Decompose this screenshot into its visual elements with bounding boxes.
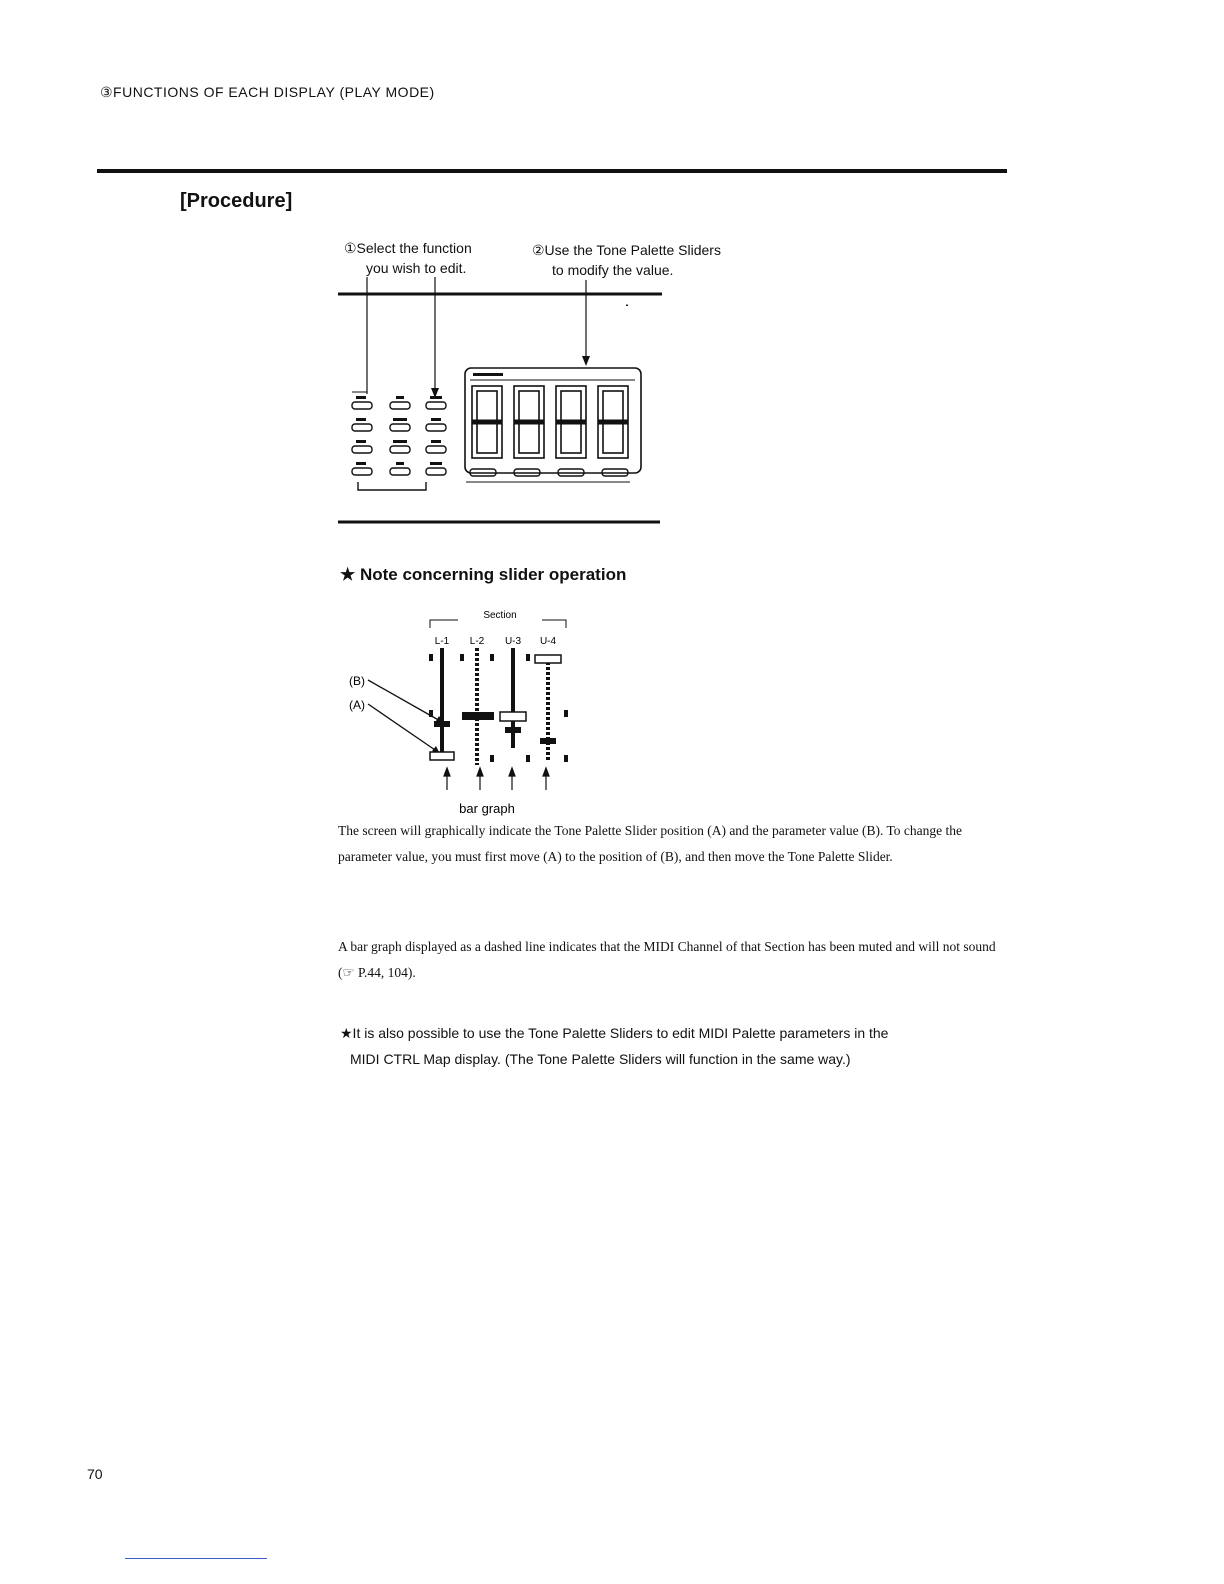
section-label: Section [483,610,517,621]
section-select-buttons [466,469,630,482]
procedure-title: [Procedure] [180,190,293,212]
bar-graph-arrows [444,768,549,790]
function-buttons [352,402,446,490]
additional-note-line-1: ★It is also possible to use the Tone Palette Sliders to edit MIDI Palette parameters in the [340,1025,889,1041]
page-header: ③FUNCTIONS OF EACH DISPLAY (PLAY MODE) [100,84,435,100]
step-1-line-2: you wish to edit. [366,260,467,276]
channel-label-u4: U-4 [539,636,557,647]
header-rule [97,169,1007,173]
note-heading: ★ Note concerning slider operation [340,565,627,584]
channel-label-l1: L-1 [434,636,450,647]
explanation-paragraph-2: A bar graph displayed as a dashed line indicates that the MIDI Channel of that Section has been muted and will not sound (☞ P.44, 104). [338,939,996,980]
step-1-line-1: ①Select the function [344,240,472,256]
step-2-line-1: ②Use the Tone Palette Sliders [532,242,721,258]
step-2-line-2: to modify the value. [552,262,674,278]
additional-note [340,1020,1000,1072]
channel-label-l2: L-2 [469,636,485,647]
footer-rule [125,1558,267,1559]
control-panel-illustration [330,272,670,537]
additional-note-line-2: MIDI CTRL Map display. (The Tone Palette Sliders will function in the same way.) [350,1051,851,1067]
label-a: (A) [349,698,365,712]
page-number: 70 [87,1466,103,1482]
explanation-paragraph-1: The screen will graphically indicate the Tone Palette Slider position (A) and the parameter value (B). To change the parameter value, you must first move (A) to the position of (B), and then move the Tone Palette Slider. [338,823,963,864]
slider-diagram [340,600,600,820]
bar-graph-label: bar graph [459,801,515,816]
channel-label-u3: U-3 [504,636,522,647]
svg-text:▲: ▲ [625,302,629,307]
tone-palette-sliders [472,386,628,458]
label-b: (B) [349,674,365,688]
